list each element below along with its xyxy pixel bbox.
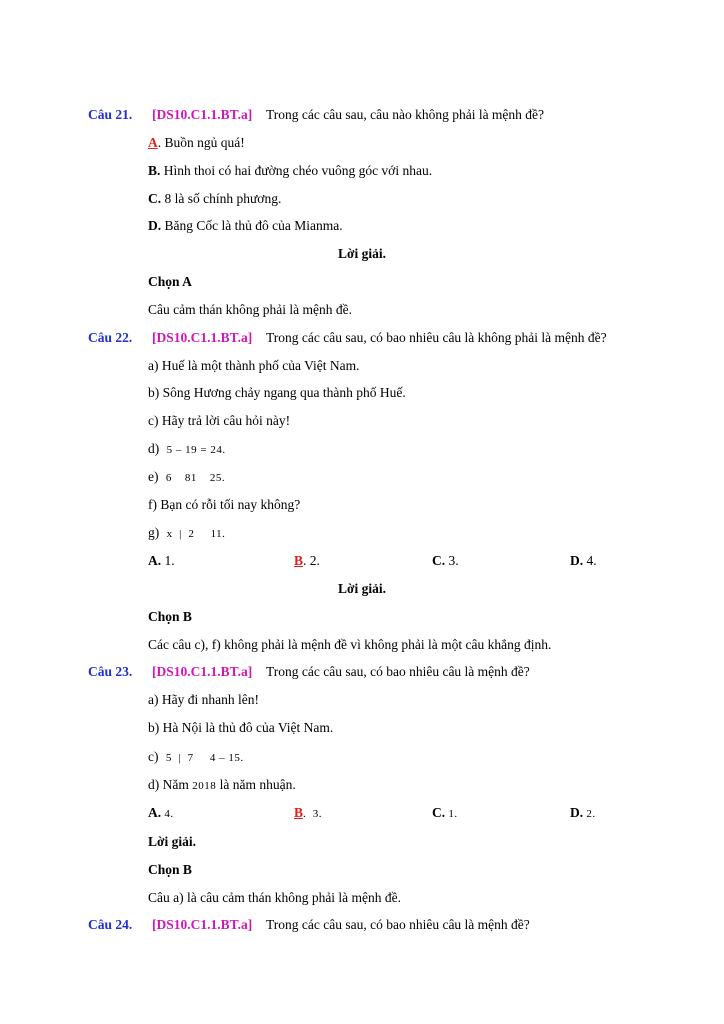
statement-c [148, 748, 244, 767]
statement-g [148, 524, 225, 543]
option-d [570, 552, 597, 570]
solution-label: Lời giải. [148, 834, 196, 849]
option-text: Băng Cốc là thủ đô của Mianma. [161, 218, 343, 233]
option-a [148, 552, 175, 570]
question-stem: Trong các câu sau, có bao nhiêu câu là mệnh đề? [266, 917, 530, 932]
question-number: Câu 24. [88, 917, 133, 932]
question-number: Câu 21. [88, 107, 133, 122]
explanation: Câu cảm thán không phải là mệnh đề. [148, 302, 352, 317]
math-expression: 5 – 19 = 24. [166, 444, 226, 456]
option-letter: D. [570, 805, 584, 820]
option-text: 4. [161, 808, 174, 820]
option-b [294, 552, 320, 570]
statement-a: a) Huế là một thành phố của Việt Nam. [148, 358, 360, 373]
math-expression: 6 81 25. [165, 472, 226, 484]
statement-b: b) Hà Nội là thủ đô của Việt Nam. [148, 720, 334, 735]
option-letter: A. [148, 805, 162, 820]
statement-label: g) [148, 525, 160, 540]
statement-b: b) Sông Hương chảy ngang qua thành phố Huế. [148, 385, 406, 400]
option-text: Hình thoi có hai đường chéo vuông góc với nhau. [160, 163, 433, 178]
explanation: Câu a) là câu cảm thán không phải là mệnh đề. [148, 890, 402, 905]
statement-label: c) [148, 749, 159, 764]
statement-text: d) Năm [148, 777, 189, 792]
option-d [148, 217, 343, 235]
statement-label: d) [148, 441, 160, 456]
option-b [148, 162, 432, 180]
option-text: 4. [583, 553, 597, 568]
option-a [148, 134, 245, 152]
option-letter: C. [432, 805, 446, 820]
option-text: 1. [445, 808, 458, 820]
math-expression: 2018 [192, 780, 217, 792]
statement-a: a) Hãy đi nhanh lên! [148, 692, 259, 707]
solution-label: Lời giải. [338, 581, 386, 596]
correct-answer-letter: A [148, 135, 158, 150]
option-text: . 2. [303, 553, 320, 568]
option-letter: D. [148, 218, 162, 233]
option-d [570, 804, 596, 823]
option-letter: C. [148, 191, 162, 206]
option-text: 2. [583, 808, 596, 820]
question-number: Câu 23. [88, 664, 133, 679]
option-b [294, 804, 322, 823]
statement-f: f) Bạn có rỗi tối nay không? [148, 497, 301, 512]
chosen-answer: Chọn A [148, 274, 192, 289]
question-stem: Trong các câu sau, có bao nhiêu câu là mệnh đề? [266, 664, 530, 679]
option-letter: C. [432, 553, 446, 568]
option-text: 3. [445, 553, 459, 568]
explanation: Các câu c), f) không phải là mệnh đề vì không phải là một câu khẳng định. [148, 637, 552, 652]
solution-label: Lời giải. [338, 246, 386, 261]
question-tag: [DS10.C1.1.BT.a] [152, 330, 253, 345]
option-text: 1. [161, 553, 175, 568]
option-letter: B. [148, 163, 161, 178]
statement-e [148, 468, 225, 487]
option-a [148, 804, 174, 823]
option-c [432, 804, 458, 823]
correct-answer-letter: B [294, 553, 304, 568]
math-expression: x | 2 11. [166, 528, 226, 540]
option-letter: D. [570, 553, 584, 568]
statement-label: e) [148, 469, 159, 484]
option-text: . 3. [303, 808, 323, 820]
option-letter: A. [148, 553, 162, 568]
statement-d [148, 776, 296, 795]
correct-answer-letter: B [294, 805, 304, 820]
statement-c: c) Hãy trả lời câu hỏi này! [148, 413, 291, 428]
chosen-answer: Chọn B [148, 609, 192, 624]
option-text: 8 là số chính phương. [161, 191, 282, 206]
option-c [432, 552, 459, 570]
question-stem: Trong các câu sau, câu nào không phải là mệnh đề? [266, 107, 545, 122]
chosen-answer: Chọn B [148, 862, 192, 877]
question-tag: [DS10.C1.1.BT.a] [152, 917, 253, 932]
question-tag: [DS10.C1.1.BT.a] [152, 664, 253, 679]
question-stem: Trong các câu sau, có bao nhiêu câu là không phải là mệnh đề? [266, 330, 607, 345]
statement-text: là năm nhuận. [219, 777, 296, 792]
option-c [148, 190, 281, 208]
math-expression: 5 | 7 4 – 15. [165, 752, 244, 764]
question-number: Câu 22. [88, 330, 133, 345]
statement-d [148, 440, 226, 459]
option-text: . Buồn ngủ quá! [157, 135, 245, 150]
question-tag: [DS10.C1.1.BT.a] [152, 107, 253, 122]
